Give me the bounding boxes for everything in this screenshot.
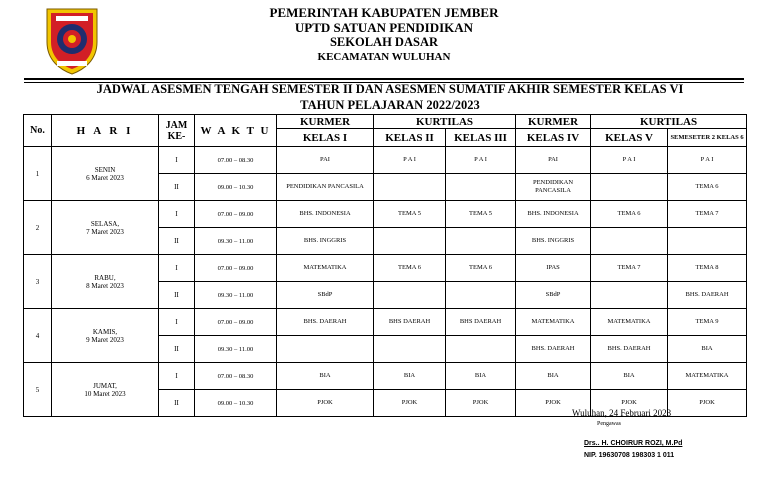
subject-cell-class-6: TEMA 9 — [668, 309, 747, 336]
session-number: I — [159, 309, 195, 336]
day-date: 8 Maret 2023 — [86, 281, 124, 290]
subject-cell-class-5: P A I — [591, 147, 668, 174]
session-number: I — [159, 255, 195, 282]
day-cell — [52, 309, 159, 363]
day-name: RABU, — [94, 273, 116, 282]
header-group-kurtilas: KURTILAS — [374, 115, 516, 129]
session-time: 09.30 – 11.00 — [195, 228, 277, 255]
subject-cell-class-2: TEMA 5 — [374, 201, 446, 228]
subject-cell-class-5: BHS. DAERAH — [591, 336, 668, 363]
subject-cell-class-3 — [446, 228, 516, 255]
subject-cell-class-1: PAI — [277, 147, 374, 174]
header-unit: UPTD SATUAN PENDIDIKAN — [294, 20, 474, 35]
subject-cell-class-3: PJOK — [446, 390, 516, 417]
subject-cell-class-6: TEMA 8 — [668, 255, 747, 282]
session-time: 07.00 – 09.00 — [195, 201, 277, 228]
subject-cell-class-5 — [591, 228, 668, 255]
session-time: 07.00 – 09.00 — [195, 309, 277, 336]
jember-emblem-icon — [44, 6, 100, 76]
subject-cell-class-4: PAI — [516, 147, 591, 174]
session-number: II — [159, 282, 195, 309]
day-number: 1 — [24, 147, 52, 201]
subject-cell-class-4: BHS. INDONESIA — [516, 201, 591, 228]
subject-cell-class-2: PJOK — [374, 390, 446, 417]
day-date: 7 Maret 2023 — [86, 227, 124, 236]
subject-cell-class-6: BHS. DAERAH — [668, 282, 747, 309]
subject-cell-class-6: TEMA 7 — [668, 201, 747, 228]
table-row — [24, 255, 747, 282]
subject-cell-class-6: PJOK — [668, 390, 747, 417]
subject-cell-class-4: MATEMATIKA — [516, 309, 591, 336]
session-number: II — [159, 174, 195, 201]
subject-cell-class-2 — [374, 336, 446, 363]
title-line-2: TAHUN PELAJARAN 2022/2023 — [300, 98, 480, 112]
subject-cell-class-6: MATEMATIKA — [668, 363, 747, 390]
day-name: SENIN — [94, 165, 116, 174]
schedule-table — [23, 114, 747, 417]
subject-cell-class-1: SBdP — [277, 282, 374, 309]
subject-cell-class-4: PENDIDIKAN PANCASILA — [516, 174, 591, 201]
header-class-1: KELAS I — [277, 129, 374, 147]
subject-cell-class-3: TEMA 5 — [446, 201, 516, 228]
day-name: KAMIS, — [92, 327, 118, 336]
header-hari: H A R I — [52, 115, 159, 147]
signatory-name: Drs.. H. CHOIRUR ROZI, M.Pd — [584, 440, 683, 447]
day-cell — [52, 255, 159, 309]
session-time: 07.00 – 08.30 — [195, 147, 277, 174]
header-class-4: KELAS IV — [516, 129, 591, 147]
subject-cell-class-1: BIA — [277, 363, 374, 390]
subject-cell-class-3: P A I — [446, 147, 516, 174]
header-no: No. — [24, 115, 52, 147]
subject-cell-class-6: BIA — [668, 336, 747, 363]
header-district: KECAMATAN WULUHAN — [317, 51, 451, 63]
subject-cell-class-2: BHS DAERAH — [374, 309, 446, 336]
subject-cell-class-1: PJOK — [277, 390, 374, 417]
session-time: 09.30 – 11.00 — [195, 336, 277, 363]
signature-place-date: Wuluhan, 24 Februari 2023 — [572, 408, 672, 418]
subject-cell-class-2 — [374, 282, 446, 309]
subject-cell-class-3 — [446, 282, 516, 309]
session-time: 09.00 – 10.30 — [195, 390, 277, 417]
subject-cell-class-5 — [591, 282, 668, 309]
document-title — [30, 81, 750, 113]
header-government: PEMERINTAH KABUPATEN JEMBER — [269, 5, 499, 20]
session-number: I — [159, 201, 195, 228]
subject-cell-class-5: PJOK — [591, 390, 668, 417]
header-class-5: KELAS V — [591, 129, 668, 147]
subject-cell-class-4: BHS. INGGRIS — [516, 228, 591, 255]
subject-cell-class-5: BIA — [591, 363, 668, 390]
signature-role: Pengawas — [597, 421, 621, 427]
header-waktu: W A K T U — [195, 115, 277, 147]
subject-cell-class-3: BHS DAERAH — [446, 309, 516, 336]
subject-cell-class-4: SBdP — [516, 282, 591, 309]
session-time: 07.00 – 08.30 — [195, 363, 277, 390]
header-school: SEKOLAH DASAR — [329, 35, 438, 49]
subject-cell-class-2 — [374, 228, 446, 255]
subject-cell-class-3 — [446, 174, 516, 201]
letterhead — [150, 5, 618, 65]
header-rule — [24, 78, 744, 80]
subject-cell-class-4: BHS. DAERAH — [516, 336, 591, 363]
subject-cell-class-5: TEMA 7 — [591, 255, 668, 282]
session-time: 09.00 – 10.30 — [195, 174, 277, 201]
header-class-2: KELAS II — [374, 129, 446, 147]
session-number: II — [159, 228, 195, 255]
day-name: JUMAT, — [93, 381, 117, 390]
subject-cell-class-6: P A I — [668, 147, 747, 174]
header-group-kurmer: KURMER — [277, 115, 374, 129]
header-class-6: SEMESETER 2 KELAS 6 — [668, 129, 747, 147]
subject-cell-class-1: MATEMATIKA — [277, 255, 374, 282]
subject-cell-class-5 — [591, 174, 668, 201]
day-cell — [52, 147, 159, 201]
day-number: 5 — [24, 363, 52, 417]
subject-cell-class-2: TEMA 6 — [374, 255, 446, 282]
subject-cell-class-1: BHS. INGGRIS — [277, 228, 374, 255]
subject-cell-class-4: IPAS — [516, 255, 591, 282]
signatory-nip: NIP. 19630708 198303 1 011 — [584, 452, 675, 459]
day-number: 2 — [24, 201, 52, 255]
subject-cell-class-6: TEMA 6 — [668, 174, 747, 201]
table-row — [24, 201, 747, 228]
day-cell — [52, 363, 159, 417]
subject-cell-class-2: P A I — [374, 147, 446, 174]
subject-cell-class-3 — [446, 336, 516, 363]
day-cell — [52, 201, 159, 255]
day-date: 9 Maret 2023 — [86, 335, 124, 344]
subject-cell-class-2: BIA — [374, 363, 446, 390]
session-number: II — [159, 390, 195, 417]
table-row — [24, 363, 747, 390]
subject-cell-class-1 — [277, 336, 374, 363]
table-row — [24, 147, 747, 174]
subject-cell-class-3: BIA — [446, 363, 516, 390]
header-group-kurtilas: KURTILAS — [591, 115, 747, 129]
schedule-body — [24, 147, 747, 417]
day-name: SELASA, — [90, 219, 120, 228]
header-group-kurmer: KURMER — [516, 115, 591, 129]
subject-cell-class-1: PENDIDIKAN PANCASILA — [277, 174, 374, 201]
subject-cell-class-5: MATEMATIKA — [591, 309, 668, 336]
session-time: 07.00 – 09.00 — [195, 255, 277, 282]
session-number: II — [159, 336, 195, 363]
subject-cell-class-1: BHS. DAERAH — [277, 309, 374, 336]
subject-cell-class-4: PJOK — [516, 390, 591, 417]
subject-cell-class-1: BHS. INDONESIA — [277, 201, 374, 228]
subject-cell-class-6 — [668, 228, 747, 255]
day-date: 6 Maret 2023 — [86, 173, 124, 182]
header-jam: JAM KE- — [159, 115, 195, 147]
day-date: 10 Maret 2023 — [84, 389, 126, 398]
day-number: 4 — [24, 309, 52, 363]
title-line-1: JADWAL ASESMEN TENGAH SEMESTER II DAN ASESMEN SUMATIF AKHIR SEMESTER KELAS VI — [96, 82, 684, 96]
session-number: I — [159, 363, 195, 390]
table-row — [24, 309, 747, 336]
subject-cell-class-2 — [374, 174, 446, 201]
day-number: 3 — [24, 255, 52, 309]
session-time: 09.30 – 11.00 — [195, 282, 277, 309]
session-number: I — [159, 147, 195, 174]
subject-cell-class-5: TEMA 6 — [591, 201, 668, 228]
header-class-3: KELAS III — [446, 129, 516, 147]
subject-cell-class-3: TEMA 6 — [446, 255, 516, 282]
subject-cell-class-4: BIA — [516, 363, 591, 390]
